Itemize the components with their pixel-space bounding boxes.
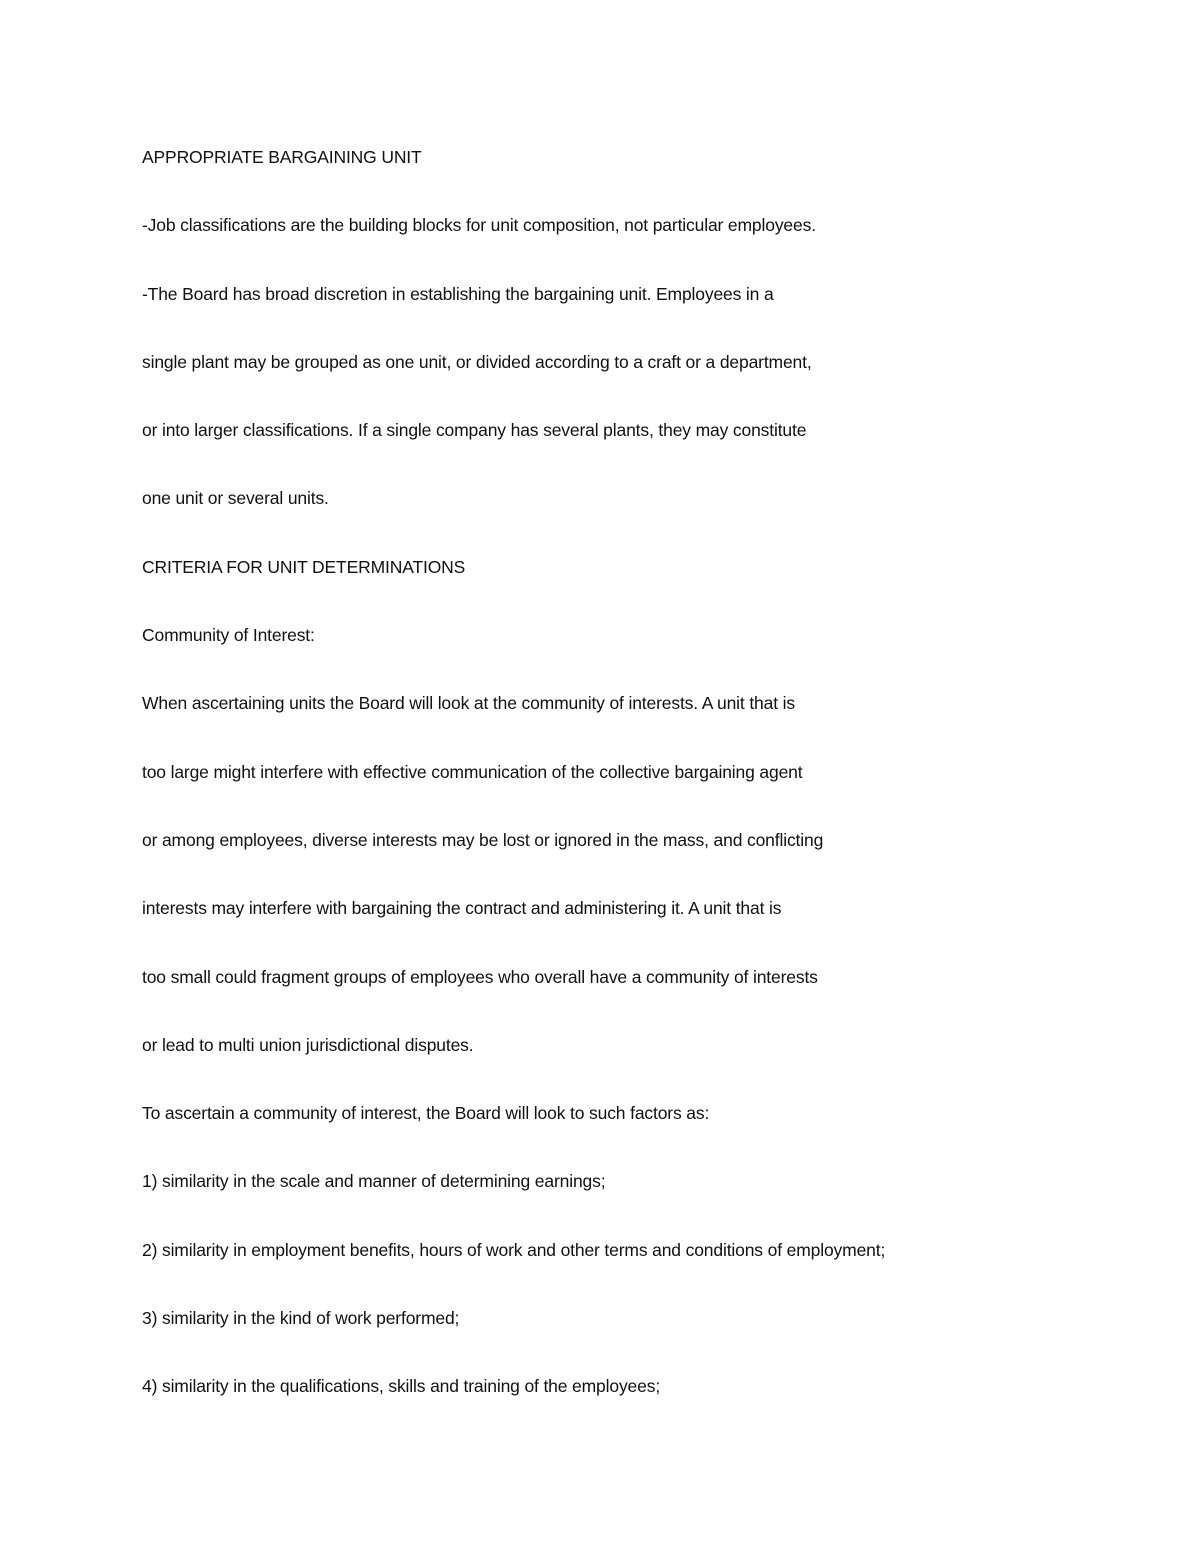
paragraph-line: single plant may be grouped as one unit, or divided according to a craft or a department,	[142, 351, 812, 372]
list-item: 4) similarity in the qualifications, skills and training of the employees;	[142, 1376, 661, 1397]
paragraph-line: interests may interfere with bargaining the contract and administering it. A unit that is	[142, 898, 782, 919]
list-item: 2) similarity in employment benefits, hours of work and other terms and conditions of employment;	[142, 1239, 886, 1260]
list-item: 3) similarity in the kind of work performed;	[142, 1308, 460, 1329]
list-item: 1) similarity in the scale and manner of determining earnings;	[142, 1171, 606, 1192]
subheading: Community of Interest:	[142, 625, 315, 646]
section-heading: APPROPRIATE BARGAINING UNIT	[142, 147, 422, 167]
paragraph-line: one unit or several units.	[142, 488, 329, 509]
paragraph-line: -The Board has broad discretion in establishing the bargaining unit. Employees in a	[142, 283, 774, 304]
paragraph-line: When ascertaining units the Board will look at the community of interests. A unit that is	[142, 693, 795, 714]
paragraph-line: or among employees, diverse interests may be lost or ignored in the mass, and conflicting	[142, 829, 824, 850]
paragraph-line: too small could fragment groups of employees who overall have a community of interests	[142, 966, 818, 987]
paragraph-line: -Job classifications are the building blocks for unit composition, not particular employees.	[142, 215, 816, 236]
paragraph-line: or into larger classifications. If a single company has several plants, they may constitute	[142, 420, 807, 441]
paragraph-line: To ascertain a community of interest, the Board will look to such factors as:	[142, 1103, 710, 1124]
paragraph-line: or lead to multi union jurisdictional disputes.	[142, 1034, 474, 1055]
section-heading: CRITERIA FOR UNIT DETERMINATIONS	[142, 556, 466, 577]
paragraph-line: too large might interfere with effective communication of the collective bargaining agent	[142, 761, 803, 782]
document-body	[142, 142, 1142, 1440]
